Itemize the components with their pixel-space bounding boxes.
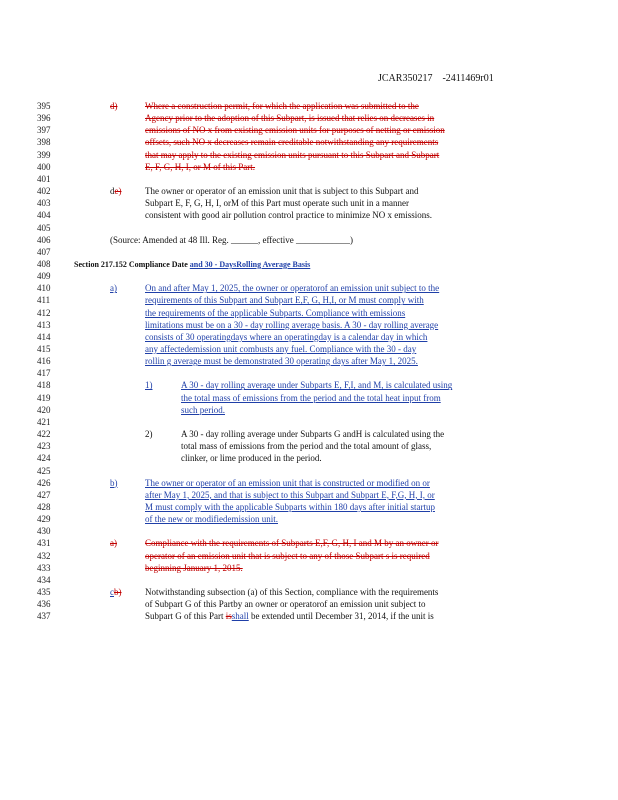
line-text: emissions of NO x from existing emission units for purposes of netting or emission (145, 125, 445, 136)
line-number: 415 (37, 344, 51, 354)
line-text: A 30 - day rolling average under Subparts G andH is calculated using the (181, 429, 445, 440)
line-text: Where a construction permit, for which the application was submitted to the (145, 101, 419, 111)
line-text: any affectedemission unit combusts any fuel. Compliance with the 30 - day (145, 344, 417, 354)
line-text: consists of 30 operatingdays where an operatingday is a calendar day in which (145, 331, 428, 342)
line-number: 435 (37, 587, 51, 597)
document-line (0, 186, 618, 197)
document-line (0, 198, 618, 209)
line-number: 436 (37, 599, 51, 610)
document-line (0, 235, 618, 246)
line-text: A 30 - day rolling average under Subparts E, F,I, and M, is calculated using (181, 380, 453, 391)
document-line (0, 356, 618, 367)
subsection-label: a) (110, 538, 117, 549)
line-number: 417 (37, 368, 51, 379)
line-number: 402 (37, 186, 51, 197)
subsection-label: 2) (145, 429, 153, 440)
document-line (0, 332, 618, 343)
line-number: 433 (37, 562, 51, 573)
line-number: 418 (37, 380, 51, 391)
line-number: 411 (37, 295, 51, 306)
document-line (0, 478, 618, 489)
line-text: offsets, such NO x decreases remain creditable notwithstanding any requirements (145, 137, 439, 148)
document-line (0, 575, 618, 586)
line-number: 420 (37, 404, 51, 415)
line-number: 430 (37, 526, 51, 537)
line-number: 419 (37, 392, 51, 403)
document-line (0, 393, 618, 404)
document-line (0, 101, 618, 112)
line-text: The owner or operator of an emission unit that is subject to this Subpart and (145, 186, 419, 197)
line-text: that may apply to the existing emission units pursuant to this Subpart and Subpart (145, 149, 440, 160)
document-line (0, 271, 618, 282)
line-text: Compliance with the requirements of Subparts E,F, G, H, I and M by an owner or (145, 538, 439, 549)
line-number: 421 (37, 416, 51, 427)
line-number: 399 (37, 149, 51, 160)
subsection-label: d) (110, 101, 118, 111)
subsection-label: a) (110, 283, 117, 294)
document-line (0, 429, 618, 440)
line-number: 407 (37, 246, 51, 257)
document-line (0, 295, 618, 306)
line-number: 422 (37, 429, 51, 440)
document-line (0, 259, 618, 270)
line-number: 424 (37, 453, 51, 464)
document-line (0, 490, 618, 501)
document-line (0, 599, 618, 610)
line-text: of Subpart G of this Partby an owner or operatorof an emission unit subject to (145, 599, 426, 610)
line-text: rollin g average must be demonstrated 30 operating days after May 1, 2025. (145, 356, 418, 367)
line-number: 437 (37, 611, 51, 622)
document-line (0, 150, 618, 161)
line-text: the total mass of emissions from the period and the total heat input from (181, 392, 441, 403)
line-number: 400 (37, 161, 51, 172)
line-text: clinker, or lime produced in the period. (181, 453, 322, 464)
line-number: 395 (37, 101, 51, 111)
subsection-label: 1) (145, 380, 153, 391)
line-text: (Source: Amended at 48 Ill. Reg. ______, effective ____________) (110, 234, 354, 245)
line-text: Subpart E, F, G, H, I, orM of this Part must operate such unit in a manner (145, 198, 409, 209)
document-line (0, 283, 618, 294)
line-number: 425 (37, 465, 51, 476)
subsection-label: b) (110, 477, 118, 488)
document-line (0, 417, 618, 428)
line-text: consistent with good air pollution control practice to minimize NO x emissions. (145, 210, 432, 221)
document-line (0, 380, 618, 391)
line-text: Notwithstanding subsection (a) of this Section, compliance with the requirements (145, 587, 439, 597)
document-line (0, 137, 618, 148)
line-text: E, F, G, H, I, or M of this Part. (145, 161, 256, 172)
document-line (0, 538, 618, 549)
line-text: such period. (181, 404, 225, 415)
line-text: limitations must be on a 30 - day rolling average basis. A 30 - day rolling average (145, 319, 439, 330)
document-line (0, 368, 618, 379)
line-number: 396 (37, 113, 51, 124)
line-text: beginning January 1, 2015. (145, 562, 243, 573)
line-number: 432 (37, 550, 51, 561)
line-text: operator of an emission unit that is subject to any of those Subpart s is required (145, 550, 430, 561)
line-number: 426 (37, 477, 51, 488)
document-line (0, 125, 618, 136)
document-line (0, 344, 618, 355)
document-line (0, 308, 618, 319)
line-number: 434 (37, 574, 51, 585)
document-line (0, 405, 618, 416)
line-number: 428 (37, 501, 51, 512)
document-line (0, 174, 618, 185)
document-line (0, 441, 618, 452)
line-number: 431 (37, 538, 51, 549)
document-line (0, 502, 618, 513)
line-number: 405 (37, 222, 51, 233)
line-text: On and after May 1, 2025, the owner or operatorof an emission unit subject to the (145, 283, 440, 294)
line-text: M must comply with the applicable Subparts within 180 days after initial startup (145, 501, 435, 512)
document-line (0, 247, 618, 258)
line-number: 423 (37, 441, 51, 452)
line-text: The owner or operator of an emission unit that is constructed or modified on or (145, 477, 430, 488)
line-number: 413 (37, 319, 51, 330)
line-text: after May 1, 2025, and that is subject to this Subpart and Subpart E, F,G, H, I, or (145, 489, 435, 500)
line-number: 416 (37, 356, 51, 367)
line-number: 403 (37, 198, 51, 209)
document-line (0, 210, 618, 221)
document-line (0, 223, 618, 234)
document-line (0, 563, 618, 574)
line-number: 429 (37, 514, 51, 525)
subsection-label: cb) (110, 587, 122, 597)
line-number: 409 (37, 271, 51, 282)
line-number: 397 (37, 125, 51, 136)
document-id: JCAR350217 -2411469r01 (378, 73, 494, 84)
document-line (0, 551, 618, 562)
line-text: the requirements of the applicable Subparts. Compliance with emissions (145, 307, 406, 318)
line-number: 406 (37, 234, 51, 245)
document-line (0, 587, 618, 598)
document-line (0, 526, 618, 537)
line-number: 427 (37, 489, 51, 500)
line-text: of the new or modifiedemission unit. (145, 514, 278, 525)
line-number: 414 (37, 331, 51, 342)
document-line (0, 320, 618, 331)
line-text: requirements of this Subpart and Subpart E,F, G, H,I, or M must comply with (145, 295, 424, 306)
document-line (0, 453, 618, 464)
line-number: 412 (37, 307, 51, 318)
line-text: total mass of emissions from the period and the total amount of glass, (181, 441, 432, 452)
subsection-label: de) (110, 186, 122, 197)
line-text: Agency prior to the adoption of this Subpart, is issued that relies on decreases in (145, 113, 435, 124)
document-line (0, 611, 618, 622)
line-text: Section 217.152 Compliance Date and 30 - DaysRolling Average Basis (74, 259, 311, 269)
line-number: 410 (37, 283, 51, 294)
document-line (0, 113, 618, 124)
document-line (0, 466, 618, 477)
line-text: Subpart G of this Part isshall be extended until December 31, 2014, if the unit is (145, 611, 434, 622)
line-number: 408 (37, 258, 51, 269)
document-line (0, 162, 618, 173)
line-number: 404 (37, 210, 51, 221)
document-line (0, 514, 618, 525)
line-number: 398 (37, 137, 51, 148)
line-number: 401 (37, 173, 51, 184)
